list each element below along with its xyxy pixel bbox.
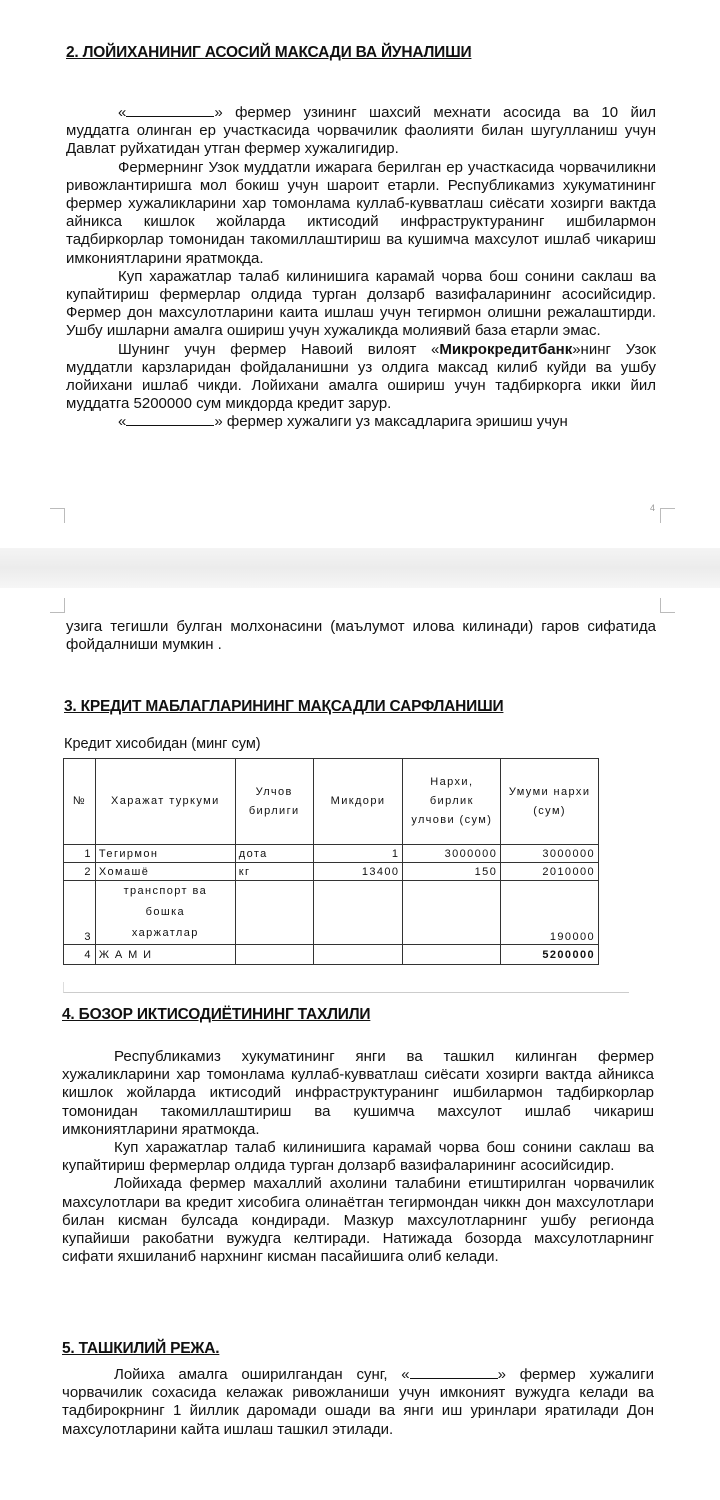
cell-no: 1	[64, 845, 96, 863]
paragraph-text: » фермер хужалиги уз максадларига эришиш учун	[214, 413, 568, 431]
quote-open: «	[118, 104, 127, 121]
cell-price: 3000000	[403, 845, 501, 863]
cell-price: 150	[403, 863, 501, 881]
section-2-paragraph-5	[66, 413, 656, 431]
cell-unit	[235, 945, 313, 965]
cell-total: 3000000	[501, 845, 599, 863]
farm-name-blank	[410, 1366, 498, 1379]
section-5-body	[62, 1366, 654, 1439]
bank-name: Микрокредитбанк	[439, 340, 573, 358]
cell-qty: 1	[313, 845, 403, 863]
section-2-paragraph-4	[66, 341, 656, 414]
header-qty: Микдори	[313, 759, 403, 845]
section-2-paragraph-2: Фермернинг Узок муддатли ижарага берилган ер участкасида чорвачиликни ривожлантиришга мол бокиш учун шароит етарли. Республикамиз хукуматининг фермер хужаликларини хар томонлама куллаб-кувватлаш сиёсати хозирги вактда айникса кишлок жойларда иктисодий инфраструктуранинг ишбилармон тадбиркорлар томонидан такомиллаштириш ва кушимча махсулот ишлаб чикариш имкониятларини яратмокда.	[66, 158, 656, 267]
cell-category: Хомашё	[95, 863, 235, 881]
cell-unit	[235, 881, 313, 945]
section-5-paragraph-1	[62, 1366, 654, 1439]
cell-category: Ж А М И	[95, 945, 235, 965]
paragraph-text: Лойиха амалга оширилгандан сунг, «	[114, 1366, 410, 1383]
cell-unit: кг	[235, 863, 313, 881]
section-2-paragraph-3: Куп харажатлар талаб килинишига карамай чорва бош сонини саклаш ва купайтириш фермерлар олдида турган долзарб вазифаларининг асосийсидир. Фермер дон махсулотларини каита ишлаш учун тегирмон олишни режалаштирди. Ушбу ишларни амалга ошириш учун хужаликда молиявий база етарли эмас.	[66, 267, 656, 340]
section-2-heading: 2. ЛОЙИХАНИНИГ АСОСИЙ МАКСАДИ ВА ЙУНАЛИШИ	[66, 44, 472, 61]
section-4-paragraph-2: Куп харажатлар талаб килинишига карамай чорва бош сонини саклаш ва купайтириш фермерлар олдида турган долзарб вазифаларининг асосийсидир.	[62, 1139, 654, 1175]
paragraph-text: узига тегишли булган молхонасини (маълумот илова килинади) гаров сифатида фойдалниши мумкин .	[66, 618, 656, 654]
header-no: №	[64, 759, 96, 845]
continued-paragraph	[66, 618, 656, 654]
section-3-heading: 3. КРЕДИТ МАБЛАГЛАРИНИНГ МАҚСАДЛИ САРФЛАНИШИ	[64, 698, 504, 715]
table-row	[64, 845, 599, 863]
page-corner-mark	[50, 508, 65, 523]
table-row	[64, 945, 599, 965]
header-total: Умуми нархи (сум)	[501, 759, 599, 845]
section-2-body	[66, 104, 656, 432]
cell-category: Тегирмон	[95, 845, 235, 863]
cell-qty	[313, 881, 403, 945]
section-4-body	[62, 1048, 654, 1266]
header-unit: Улчов бирлиги	[235, 759, 313, 845]
cell-total: 2010000	[501, 863, 599, 881]
document-page-2	[0, 588, 720, 1500]
section-5-heading: 5. ТАШКИЛИЙ РЕЖА.	[62, 1340, 220, 1357]
cell-unit: дота	[235, 845, 313, 863]
header-category: Харажат туркуми	[95, 759, 235, 845]
cell-total: 5200000	[501, 945, 599, 965]
page-number: 4	[650, 503, 656, 513]
table-shadow-line	[63, 982, 629, 993]
document-page-1	[0, 0, 720, 548]
section-4-paragraph-1: Республикамиз хукуматининг янги ва ташкил килинган фермер хужаликларини хар томонлама куллаб-кувватлаш сиёсати хозирги вактда айникса кишлок жойларда иктисодий инфраструктуранинг ишбилармон тадбиркорлар томонидан такомиллаштириш ва кушимча махсулот ишлаб чикариш имкониятларини яратмокда.	[62, 1048, 654, 1138]
section-4-paragraph-3: Лойихада фермер махаллий ахолини талабини етиштирилган чорвачилик махсулотлари ва кредит хисобига олинаётган тегирмондан чиккн дон махсулотлари билан кисман булсада кондиради. Мазкур махсулотларнинг ушбу регионда купайиши ракобатни вужудга келтиради. Натижада бозорда махсулотларнинг сифати яхшиланиб нархнинг кисман пасайишига олиб келади.	[62, 1175, 654, 1266]
cell-price	[403, 945, 501, 965]
page-gap	[0, 548, 720, 588]
paragraph-text: » фермер хужалиги чорвачилик сохасида келажак ривожланиши учун имконият вужудга келади ва тадбирокрнинг 1 йиллик даромади ошади ва янги иш уринлари яратилади Дон махсулотларини кайта ишлаш ташкил этилади.	[62, 1366, 654, 1438]
section-4-heading: 4. БОЗОР ИКТИСОДИЁТИНИНГ ТАХЛИЛИ	[62, 1006, 371, 1023]
cell-no: 3	[64, 881, 96, 945]
page-corner-mark	[50, 598, 65, 613]
page-corner-mark	[660, 508, 675, 523]
cell-price	[403, 881, 501, 945]
table-row	[64, 863, 599, 881]
table-caption: Кредит хисобидан (минг сум)	[64, 736, 261, 752]
cell-qty: 13400	[313, 863, 403, 881]
table-row	[64, 881, 599, 945]
section-2-paragraph-1	[66, 104, 656, 159]
budget-table	[63, 758, 599, 965]
table-header-row	[64, 759, 599, 845]
cell-category: транспорт ва бошка харжатлар	[95, 881, 235, 945]
paragraph-text: Шунинг учун фермер Навоий вилоят «	[118, 340, 440, 358]
cell-no: 2	[64, 863, 96, 881]
quote-open: «	[118, 413, 127, 431]
paragraph-text: »нинг Узок муддатли карзларидан фойдаланишни уз олдига максад килиб куйди ва ушбу лойихани ишлаб чикди. Лойихани амалга ошириш учун тадбиркорга икки йил муддатга 5200000 сум микдорда кредит зарур.	[66, 340, 656, 413]
cell-no: 4	[64, 945, 96, 965]
farm-name-blank	[126, 413, 214, 426]
page-corner-mark	[660, 598, 675, 613]
cell-total: 190000	[501, 881, 599, 945]
paragraph-text: » фермер узининг шахсий мехнати асосида ва 10 йил муддатга олинган ер участкасида чорвачилик фаолияти билан шугулланиш учун Давлат руйхатидан утган фермер хужалигидир.	[66, 104, 656, 158]
header-price: Нархи, бирлик улчови (сум)	[403, 759, 501, 845]
farm-name-blank	[126, 104, 214, 117]
cell-qty	[313, 945, 403, 965]
